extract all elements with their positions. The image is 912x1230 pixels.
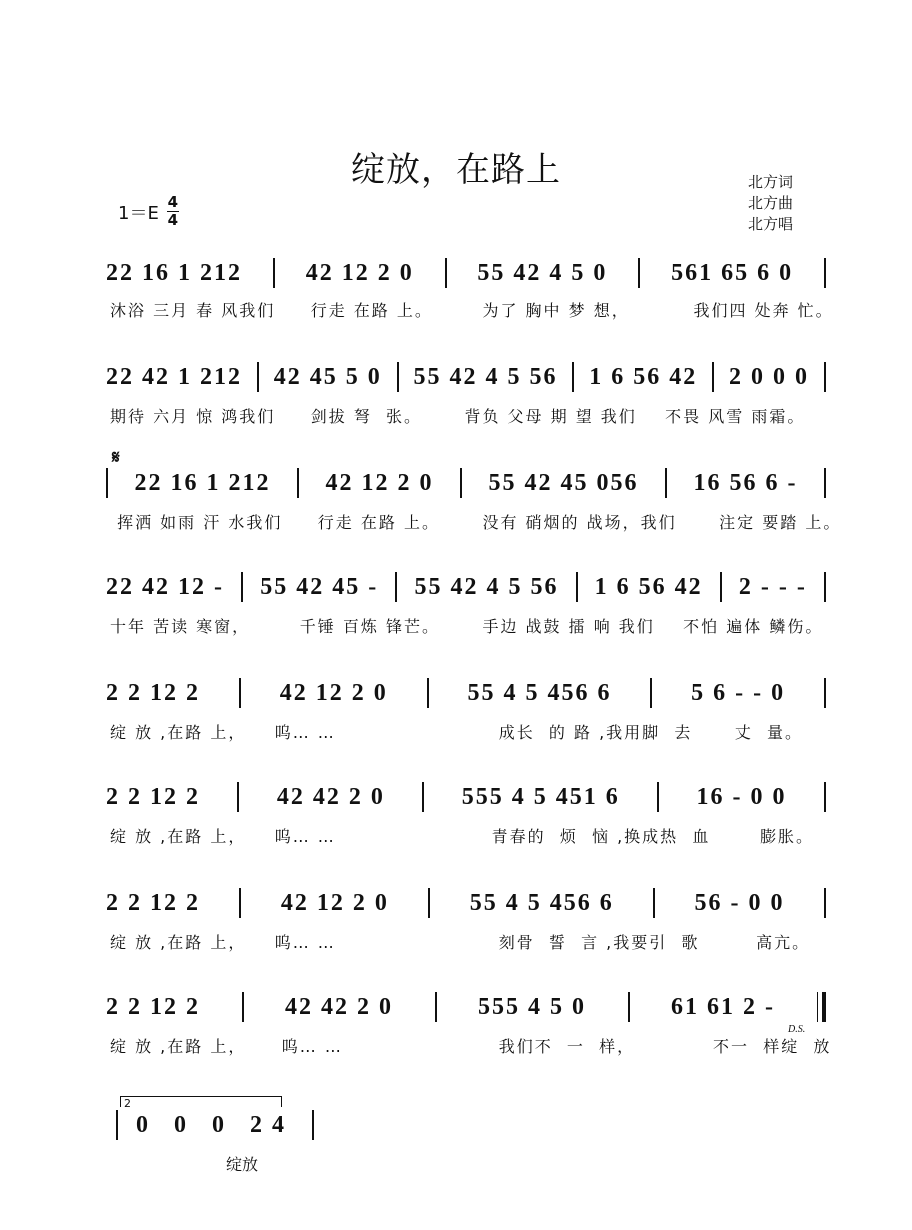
measure: 42 42 2 0	[285, 993, 393, 1020]
barline	[712, 362, 714, 392]
barline	[460, 468, 462, 498]
barline	[824, 468, 826, 498]
barline	[237, 782, 239, 812]
credits	[748, 172, 793, 235]
barline	[572, 362, 574, 392]
measure: 42 42 2 0	[276, 783, 385, 810]
score-row-2	[106, 356, 826, 398]
measure: 2 2 12 2	[106, 679, 200, 706]
measure: 42 12 2 0	[279, 679, 388, 706]
barline	[628, 992, 630, 1022]
measure: 2 0 0 0	[729, 363, 809, 390]
barline	[653, 888, 655, 918]
measure: 56 - 0 0	[694, 889, 785, 916]
barline	[576, 572, 578, 602]
measure: 55 42 4 5 56	[413, 363, 558, 390]
measure: 55 42 45 056	[488, 469, 639, 496]
barline	[824, 362, 826, 392]
singer-credit: 北方唱	[748, 215, 794, 233]
key-signature	[118, 194, 179, 229]
measure: 561 65 6 0	[671, 259, 794, 286]
lyric-line-3: 挥洒 如雨 汗 水我们 行走 在路 上。 没有 硝烟的 战场，我们 注定 要踏 上。	[110, 513, 842, 532]
segno-sign: 𝄋	[112, 447, 120, 468]
barline	[445, 258, 447, 288]
measure: 1 6 56 42	[589, 363, 698, 390]
measure: 22 42 1 212	[106, 363, 242, 390]
lyric-line-7: 绽 放 ,在路 上， 呜… … 刻骨 誓 言 ,我要引 歌 高亢。	[110, 933, 811, 952]
measure: 55 42 45 -	[260, 573, 379, 600]
lyric-line-2: 期待 六月 惊 鸿我们 剑拔 弩 张。 背负 父母 期 望 我们 不畏 风雪 雨霜。	[110, 407, 806, 426]
measure: 2 2 12 2	[106, 783, 200, 810]
lyric-line-6: 绽 放 ,在路 上， 呜… … 青春的 烦 恼 ,换成热 血 膨胀。	[110, 827, 814, 846]
measure: 555 4 5 0	[478, 993, 586, 1020]
lyric-line-4: 十年 苦读 寒窗， 千锤 百炼 锋芒。 手边 战鼓 擂 响 我们 不怕 遍体 鳞伤。	[110, 617, 824, 636]
composer-credit: 北方曲	[748, 194, 794, 212]
barline	[242, 992, 244, 1022]
score-row-6	[106, 776, 826, 818]
barline	[427, 678, 429, 708]
barline	[239, 888, 241, 918]
ending-row	[116, 1104, 314, 1146]
final-barline	[817, 992, 827, 1022]
measure: 55 42 4 5 56	[414, 573, 559, 600]
barline	[638, 258, 640, 288]
barline	[116, 1110, 118, 1140]
score-row-1	[106, 252, 826, 294]
barline	[824, 888, 826, 918]
time-signature	[167, 194, 179, 229]
score-row-3	[106, 462, 826, 504]
measure: 2 2 12 2	[106, 993, 200, 1020]
measure: 42 12 2 0	[305, 259, 414, 286]
score-row-7	[106, 882, 826, 924]
barline	[395, 572, 397, 602]
lyric-line-1: 沐浴 三月 春 风我们 行走 在路 上。 为了 胸中 梦 想， 我们四 处奔 忙。	[110, 301, 834, 320]
ds-marking: D.S.	[788, 1024, 806, 1035]
barline	[720, 572, 722, 602]
barline	[428, 888, 430, 918]
lyric-line-8: 绽 放 ,在路 上， 呜… … 我们不 一 样， 不一 样绽 放	[110, 1037, 832, 1056]
measure: 61 61 2 -	[671, 993, 775, 1020]
measure: 55 42 4 5 0	[477, 259, 608, 286]
barline	[239, 678, 241, 708]
measure: 1 6 56 42	[594, 573, 703, 600]
score-row-8	[106, 986, 826, 1028]
barline	[650, 678, 652, 708]
measure: 55 4 5 456 6	[469, 889, 614, 916]
score-row-4	[106, 566, 826, 608]
measure: 2 2 12 2	[106, 889, 200, 916]
time-denominator: 4	[167, 211, 179, 229]
measure: 42 45 5 0	[273, 363, 382, 390]
song-title: 绽放，在路上	[351, 150, 561, 190]
measure: 22 16 1 212	[106, 259, 242, 286]
measure: 5 6 - - 0	[691, 679, 786, 706]
barline	[665, 468, 667, 498]
barline	[824, 572, 826, 602]
barline	[824, 258, 826, 288]
measure: 55 4 5 456 6	[467, 679, 612, 706]
measure: 16 - 0 0	[696, 783, 787, 810]
measure: 42 12 2 0	[325, 469, 434, 496]
barline	[422, 782, 424, 812]
barline	[106, 468, 108, 498]
key-label: 1＝E	[118, 202, 159, 224]
score-row-5	[106, 672, 826, 714]
measure: 2 - - -	[738, 573, 807, 600]
measure: 0 0 0 24	[136, 1111, 294, 1138]
ending-lyric: 绽放	[226, 1155, 259, 1174]
lyricist-credit: 北方词	[748, 173, 794, 191]
barline	[824, 782, 826, 812]
barline	[273, 258, 275, 288]
barline	[435, 992, 437, 1022]
barline	[312, 1110, 314, 1140]
barline	[657, 782, 659, 812]
measure: 22 16 1 212	[134, 469, 271, 496]
measure: 42 12 2 0	[280, 889, 389, 916]
barline	[824, 678, 826, 708]
lyric-line-5: 绽 放 ,在路 上， 呜… … 成长 的 路 ,我用脚 去 丈 量。	[110, 723, 804, 742]
barline	[241, 572, 243, 602]
ending-number: 2	[124, 1097, 131, 1110]
barline	[297, 468, 299, 498]
measure: 22 42 12 -	[106, 573, 224, 600]
measure: 555 4 5 451 6	[461, 783, 620, 810]
barline	[257, 362, 259, 392]
barline	[397, 362, 399, 392]
time-numerator: 4	[167, 193, 179, 211]
measure: 16 56 6 -	[693, 469, 798, 496]
